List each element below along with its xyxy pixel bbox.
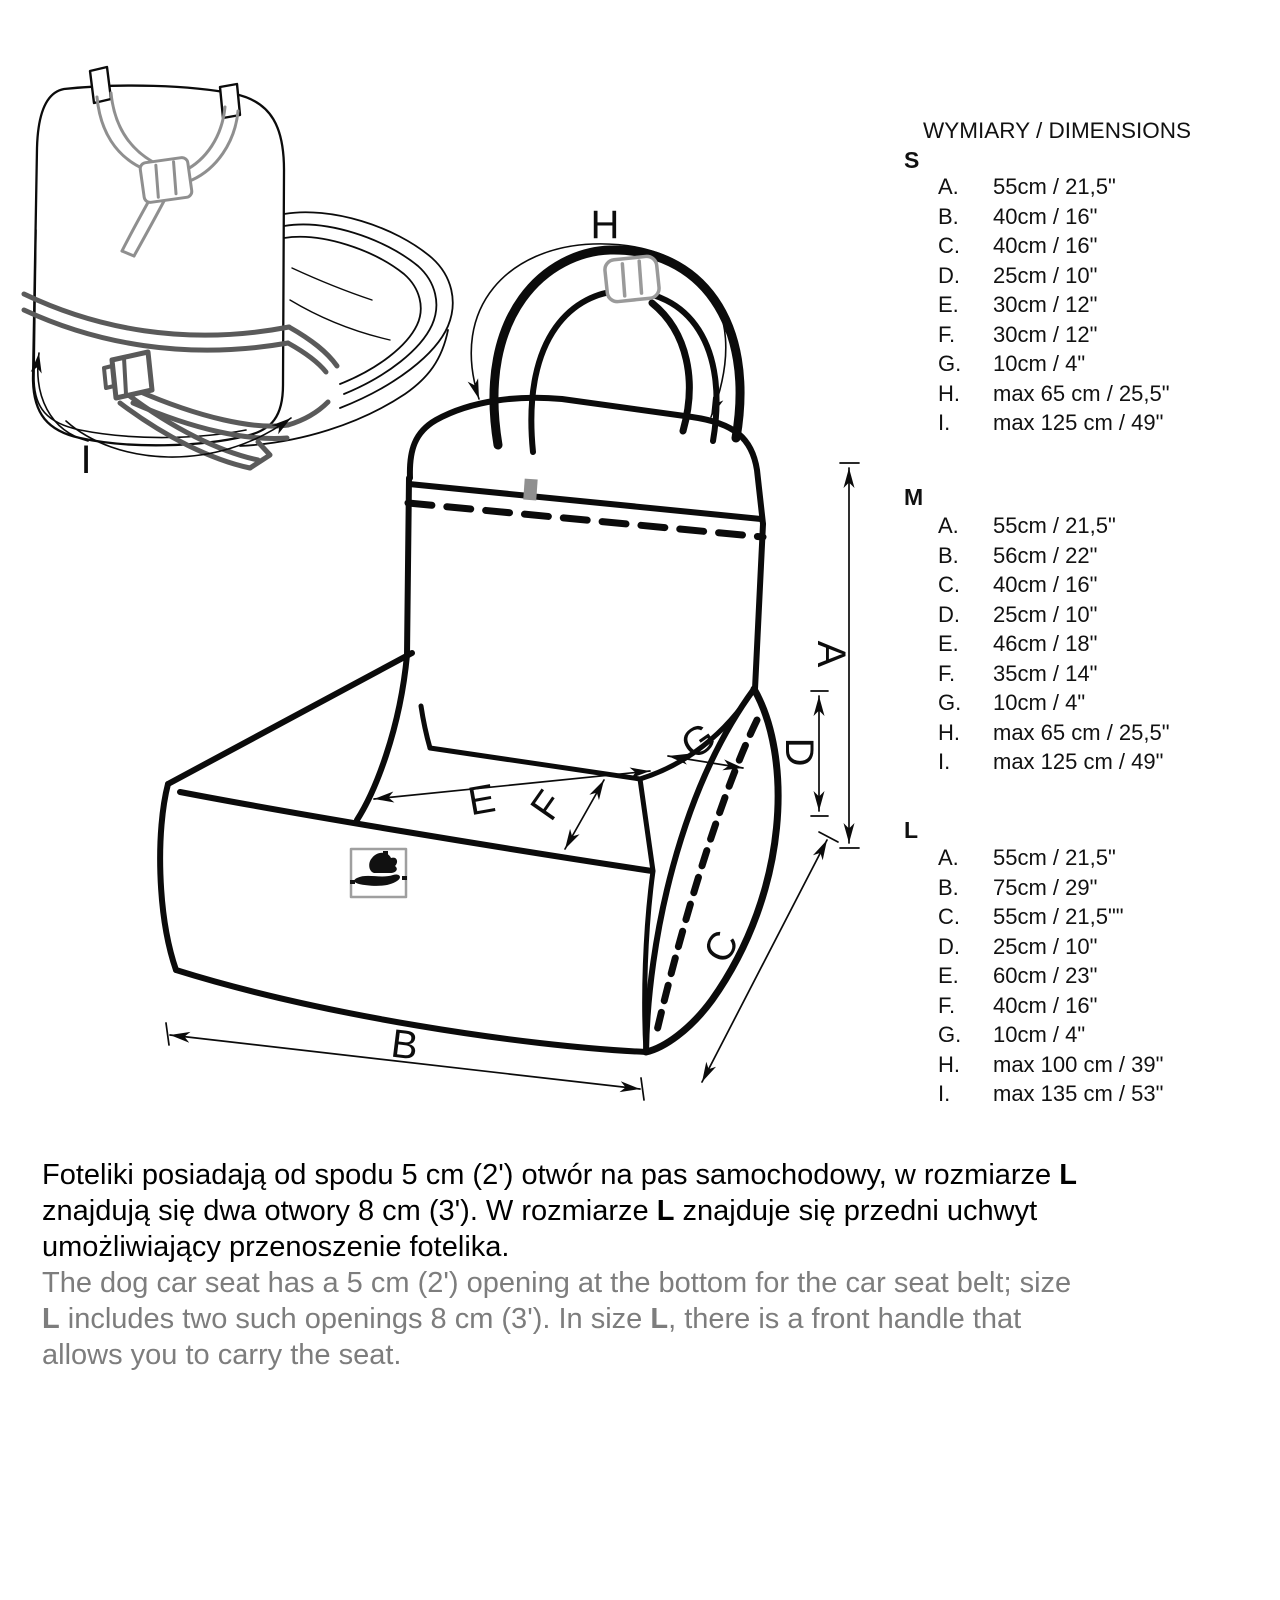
dim-label-e: E bbox=[464, 776, 499, 825]
left-wall-rim bbox=[168, 653, 412, 784]
dimension-row: A. 55cm / 21,5" bbox=[938, 513, 1116, 538]
harness-buckle bbox=[139, 157, 192, 203]
dimension-row: B. 40cm / 16" bbox=[938, 203, 1098, 229]
dimension-row: I. max 125 cm / 49" bbox=[938, 410, 1164, 435]
dimension-row: G. 10cm / 4" bbox=[938, 690, 1086, 715]
dimension-row: E. 46cm / 18" bbox=[938, 631, 1098, 656]
dim-line-E bbox=[374, 771, 650, 799]
dimension-row: D. 25cm / 10" bbox=[938, 601, 1098, 627]
dimension-lines bbox=[166, 463, 859, 1100]
dim-label-h: H bbox=[590, 203, 620, 247]
dimension-row: I. max 135 cm / 53" bbox=[938, 1081, 1164, 1106]
size-m-rows bbox=[903, 511, 1243, 777]
dimension-row: E. 60cm / 23" bbox=[938, 963, 1098, 988]
size-l-rows bbox=[903, 843, 1243, 1109]
dim-label-f: F bbox=[522, 782, 573, 829]
dimension-row: A. 55cm / 21,5" bbox=[938, 845, 1116, 870]
size-label-m: M bbox=[904, 484, 924, 510]
size-label-l: L bbox=[904, 817, 919, 843]
dimension-row: G. 10cm / 4" bbox=[938, 1022, 1086, 1047]
dimensions-title: WYMIARY / DIMENSIONS bbox=[923, 118, 1191, 143]
dimension-row: D. 25cm / 10" bbox=[938, 933, 1098, 959]
front-left-corner bbox=[160, 784, 176, 970]
dim-line-F bbox=[565, 780, 604, 849]
seat-back-panel bbox=[33, 86, 284, 446]
dimension-row: D. 25cm / 10" bbox=[938, 262, 1098, 288]
brand-tag bbox=[350, 849, 407, 897]
dimension-row: B. 56cm / 22" bbox=[938, 542, 1098, 568]
note-line: The dog car seat has a 5 cm (2') opening at the bottom for the car seat belt; size bbox=[42, 1267, 1072, 1299]
note-line: umożliwiający przenoszenie fotelika. bbox=[42, 1231, 510, 1263]
dimension-row: H. max 65 cm / 25,5" bbox=[938, 380, 1170, 406]
floor-back-edge bbox=[430, 748, 640, 779]
dimension-row: I. max 125 cm / 49" bbox=[938, 749, 1164, 774]
dimension-row: H. max 65 cm / 25,5" bbox=[938, 719, 1170, 745]
note-line: Foteliki posiadają od spodu 5 cm (2') otwór na pas samochodowy, w rozmiarze L bbox=[42, 1159, 1077, 1191]
back-seam bbox=[409, 484, 761, 519]
dim-label-c: C bbox=[695, 923, 748, 970]
back-right-edge bbox=[755, 524, 763, 689]
dimension-row: C. 40cm / 16" bbox=[938, 233, 1098, 258]
dimension-row: G. 10cm / 4" bbox=[938, 351, 1086, 376]
note-english bbox=[42, 1265, 1262, 1373]
dimension-row: E. 30cm / 12" bbox=[938, 292, 1098, 317]
dimension-row: F. 35cm / 14" bbox=[938, 660, 1098, 686]
dimension-row: C. 55cm / 21,5"" bbox=[938, 904, 1124, 929]
front-wall-rim bbox=[180, 792, 652, 871]
belt-install-drawing bbox=[24, 67, 453, 468]
zipper-pull bbox=[523, 479, 537, 501]
dimension-row: C. 40cm / 16" bbox=[938, 572, 1098, 597]
note-polish bbox=[42, 1157, 1262, 1265]
back-seam-stitch bbox=[408, 503, 763, 537]
note-line: L includes two such openings 8 cm (3'). In size L, there is a front handle that bbox=[42, 1303, 1022, 1335]
dim-label-a: A bbox=[809, 640, 853, 668]
note-line: znajdują się dwa otwory 8 cm (3'). W rozmiarze L znajduje się przedni uchwyt bbox=[42, 1195, 1038, 1227]
product-notes bbox=[42, 1157, 1262, 1373]
note-line: allows you to carry the seat. bbox=[42, 1339, 402, 1371]
dimension-row: F. 30cm / 12" bbox=[938, 321, 1098, 347]
inner-back-left-corner bbox=[421, 706, 430, 748]
back-left-edge bbox=[357, 478, 409, 820]
strap-tab-left bbox=[90, 67, 111, 103]
dim-label-i: I bbox=[80, 438, 92, 482]
dim-label-g: G bbox=[673, 714, 724, 769]
dim-label-b: B bbox=[388, 1021, 421, 1069]
dimension-row: F. 40cm / 16" bbox=[938, 992, 1098, 1018]
dim-label-d: D bbox=[777, 737, 821, 767]
floor-right-edge bbox=[640, 779, 653, 871]
strap-buckle bbox=[604, 255, 660, 302]
size-s-rows bbox=[903, 172, 1243, 438]
dimension-row: H. max 100 cm / 39" bbox=[938, 1051, 1164, 1077]
dimension-row: B. 75cm / 29" bbox=[938, 874, 1098, 900]
dimension-row: A. 55cm / 21,5" bbox=[938, 174, 1116, 199]
size-label-s: S bbox=[904, 147, 920, 173]
